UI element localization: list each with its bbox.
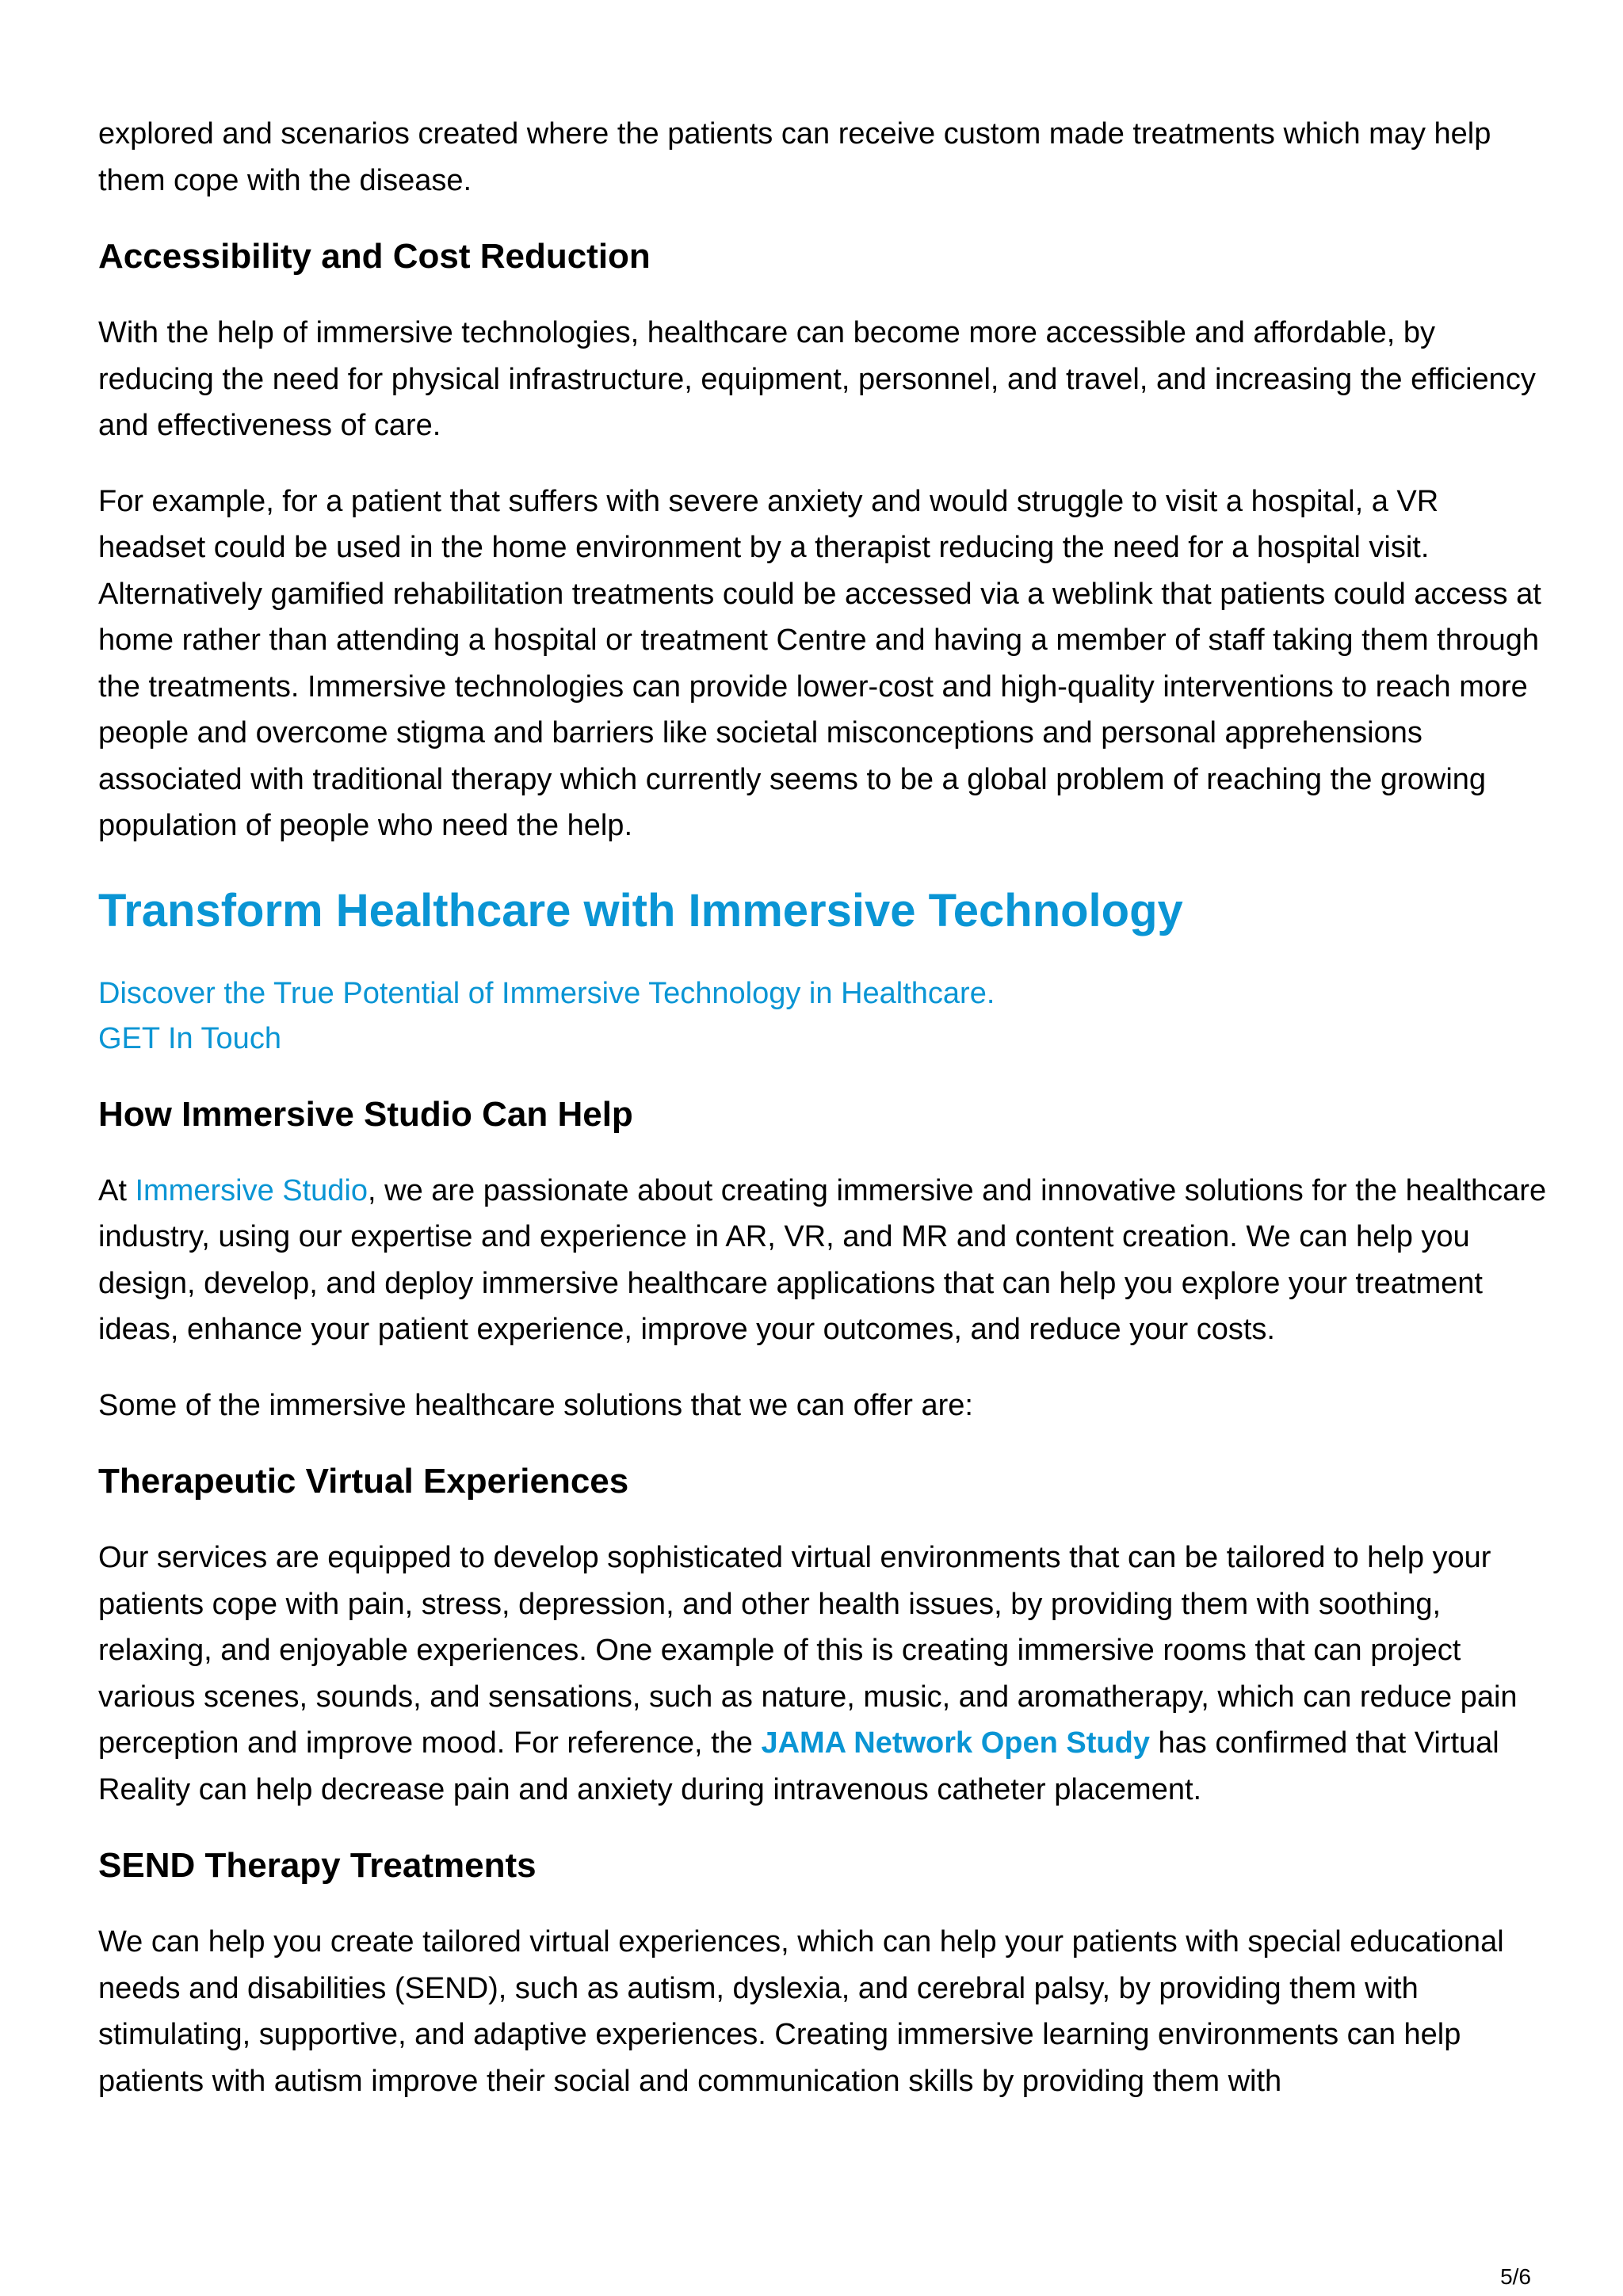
help-paragraph-2: Some of the immersive healthcare solutions that we can offer are: <box>98 1388 973 1422</box>
cta-links <box>98 971 1549 1062</box>
accessibility-paragraph-1: With the help of immersive technologies, healthcare can become more accessible and affordable, by reducing the need for physical infrastructure, equipment, personnel, and travel, and increasing the efficiency and effectiveness of care. <box>98 316 1536 442</box>
accessibility-heading: Accessibility and Cost Reduction <box>98 237 651 276</box>
immersive-studio-link[interactable]: Immersive Studio <box>135 1173 369 1207</box>
help-paragraph-1 <box>98 1168 1549 1353</box>
page-number: 5/6 <box>1500 2264 1531 2289</box>
accessibility-paragraph-2: For example, for a patient that suffers with severe anxiety and would struggle to visit a hospital, a VR headset could be used in the home environment by a therapist reducing the need for a hospital visit. Alternatively gamified rehabilitation treatments could be accessed via a weblink that patients could access at home rather than attending a hospital or treatment Centre and having a member of staff taking them through the treatments. Immersive technologies can provide lower-cost and high-quality interventions to reach more people and overcome stigma and barriers like societal misconceptions and personal apprehensions associated with traditional therapy which currently seems to be a global problem of reaching the growing population of people who need the help. <box>98 484 1541 842</box>
therapeutic-heading: Therapeutic Virtual Experiences <box>98 1462 629 1501</box>
help-paragraph-suffix: , we are passionate about creating immersive and innovative solutions for the healthcare industry, using our expertise and experience in AR, VR, and MR and content creation. We can help you design, develop, and deploy immersive healthcare applications that can help you explore your treatment ideas, enhance your patient experience, improve your outcomes, and reduce your costs. <box>98 1173 1547 1346</box>
send-heading: SEND Therapy Treatments <box>98 1846 537 1885</box>
intro-paragraph: explored and scenarios created where the patients can receive custom made treatments which may help them cope with the disease. <box>98 117 1491 197</box>
therapeutic-paragraph-prefix: Our services are equipped to develop sophisticated virtual environments that can be tailored to help your patients cope with pain, stress, depression, and other health issues, by providing them with soothing, relaxing, and enjoyable experiences. One example of this is creating immersive rooms that can project various scenes, sounds, and sensations, such as nature, music, and aromatherapy, which can reduce pain perception and improve mood. For reference, the <box>98 1541 1518 1760</box>
help-heading: How Immersive Studio Can Help <box>98 1094 633 1134</box>
help-paragraph-prefix: At <box>98 1173 136 1207</box>
therapeutic-paragraph-suffix: has confirmed that Virtual Reality can help decrease pain and anxiety during intravenous catheter placement. <box>98 1726 1499 1806</box>
therapeutic-paragraph <box>98 1535 1549 1813</box>
document-page <box>98 111 1549 2104</box>
send-paragraph: We can help you create tailored virtual experiences, which can help your patients with special educational needs and disabilities (SEND), such as autism, dyslexia, and cerebral palsy, by providing them with stimulating, supportive, and adaptive experiences. Creating immersive learning environments can help patients with autism improve their social and communication skills by providing them with <box>98 1925 1504 2098</box>
jama-study-link[interactable]: JAMA Network Open Study <box>761 1726 1150 1760</box>
discover-link[interactable]: Discover the True Potential of Immersive Technology in Healthcare. <box>98 976 995 1010</box>
transform-heading: Transform Healthcare with Immersive Technology <box>98 884 1183 936</box>
get-in-touch-link[interactable]: GET In Touch <box>98 1021 281 1055</box>
